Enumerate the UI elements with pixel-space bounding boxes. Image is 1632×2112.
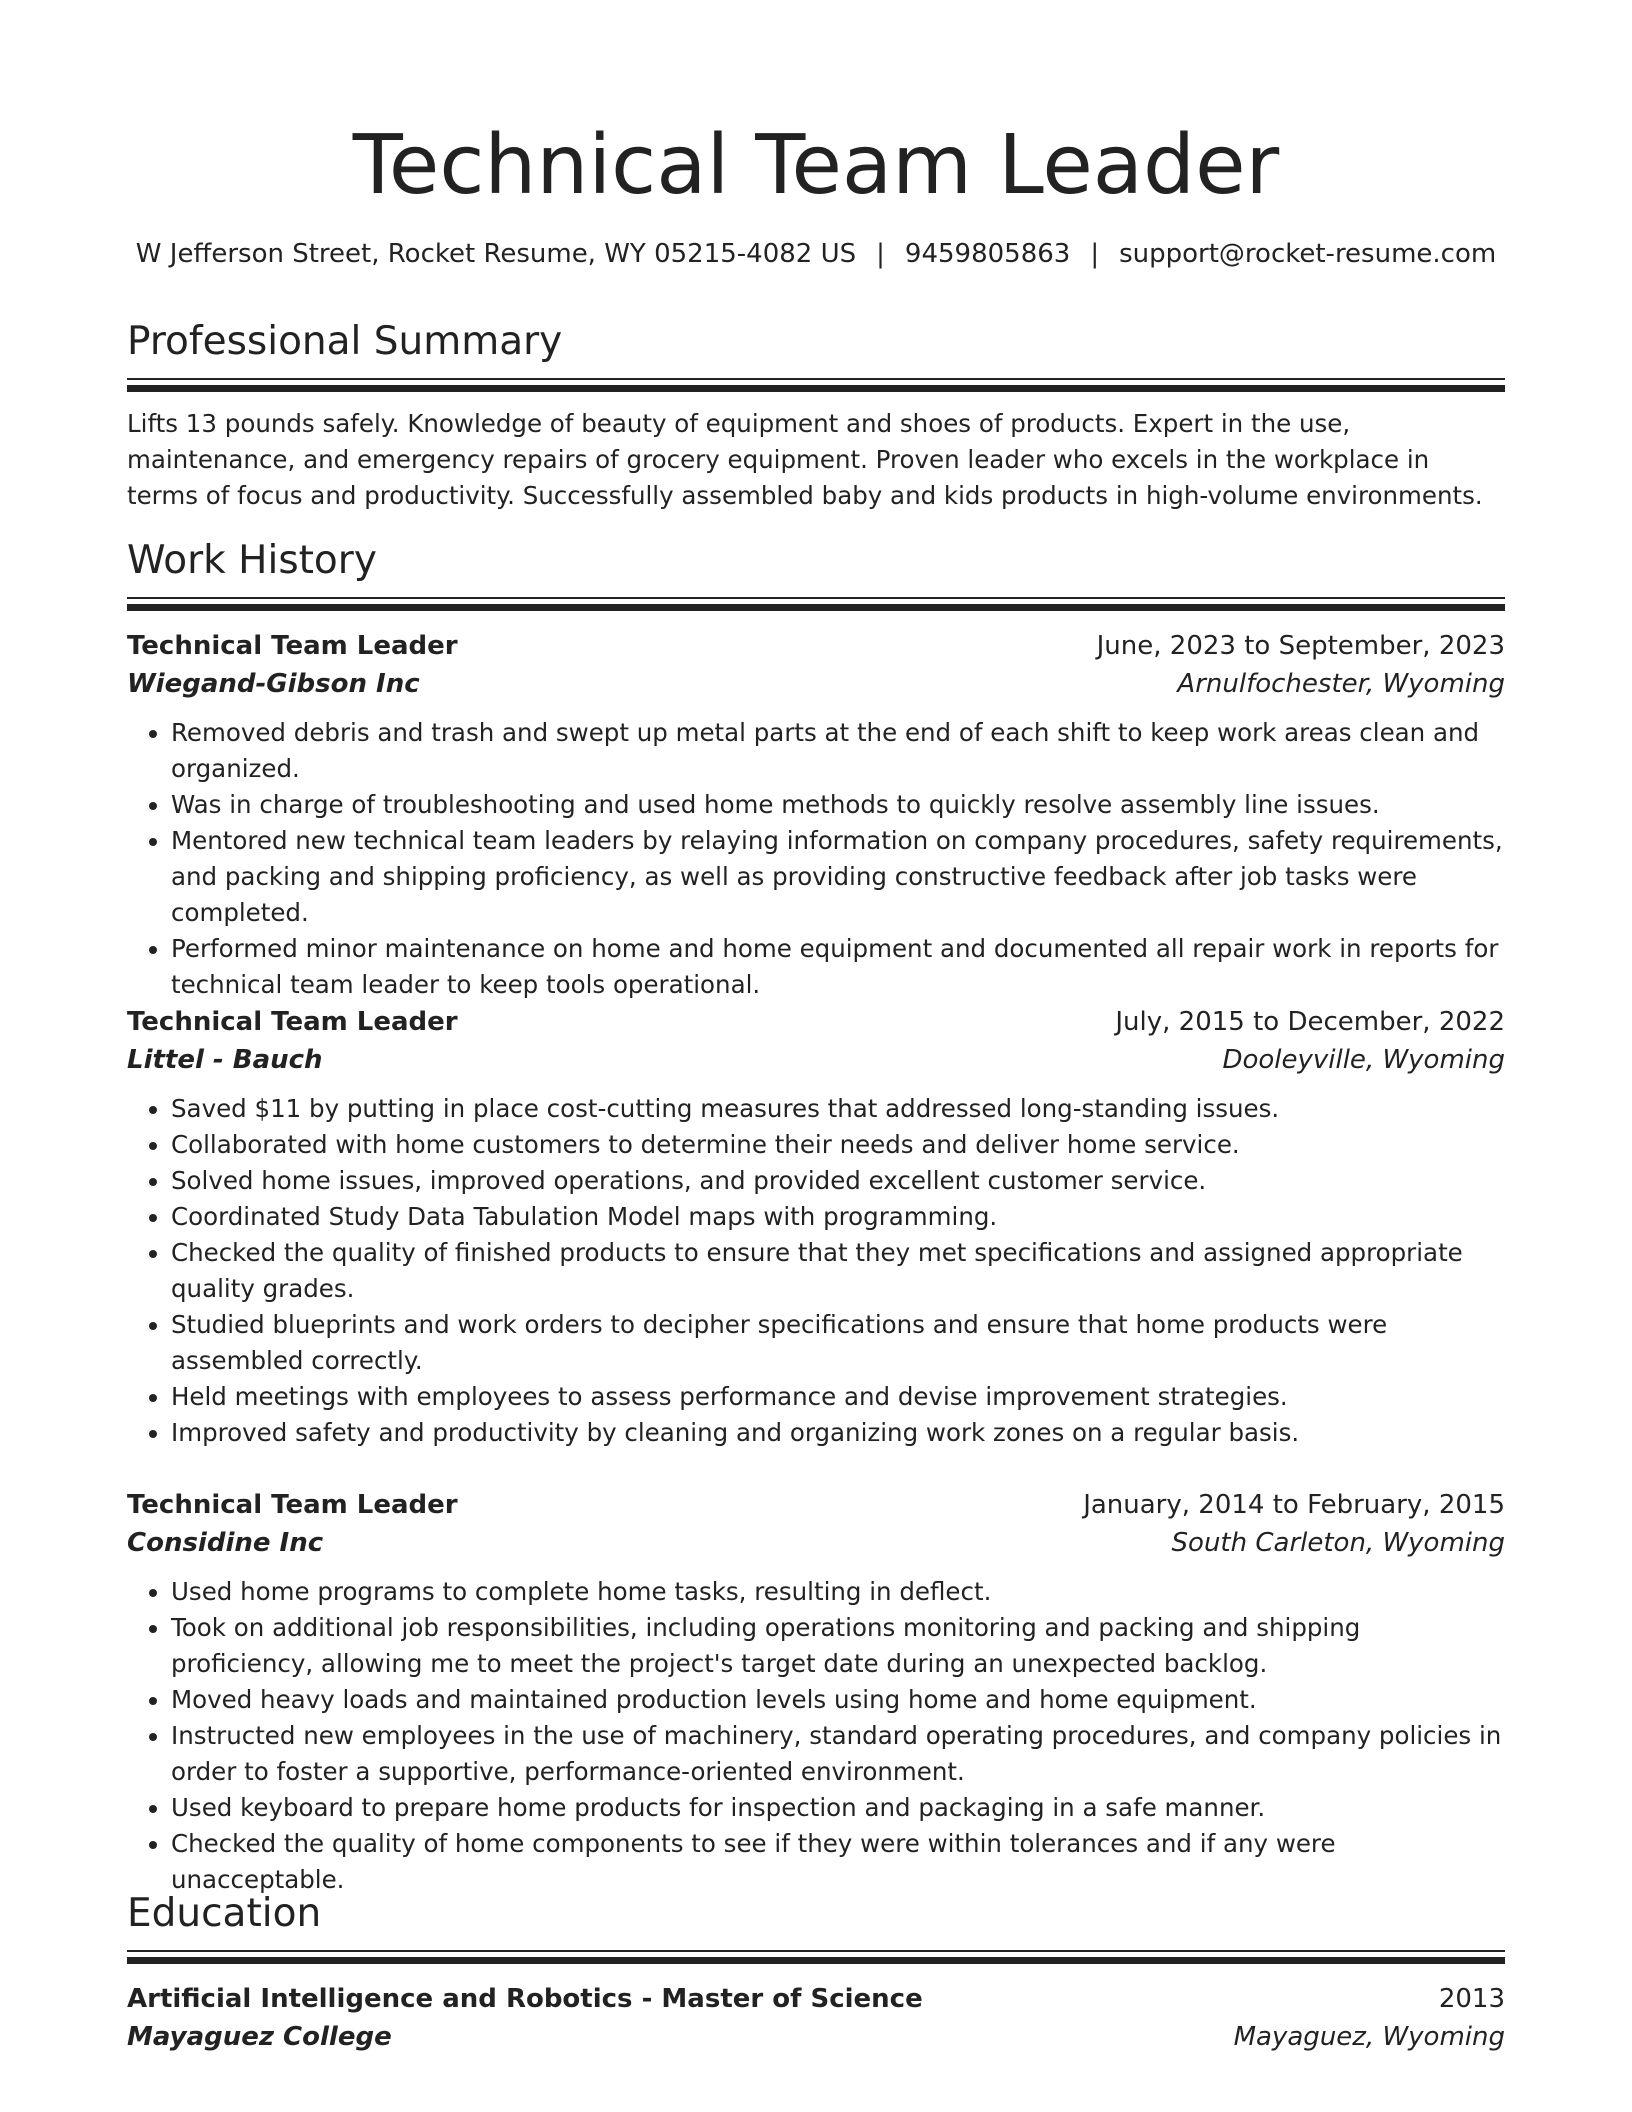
- section-title: Professional Summary: [127, 319, 563, 364]
- contact-separator: |: [1090, 239, 1100, 269]
- job-title: Technical Team Leader: [127, 631, 458, 661]
- section-divider: [127, 597, 1505, 609]
- job-company: Considine Inc: [127, 1528, 324, 1558]
- contact-line: [127, 236, 1505, 272]
- bullet-item: • Held meetings with employees to assess performance and devise improvement strategies.: [171, 1379, 1505, 1415]
- bullet-item: • Solved home issues, improved operations, and provided excellent customer service.: [171, 1163, 1505, 1199]
- job-location: Arnulfochester, Wyoming: [1177, 669, 1505, 699]
- job-location: Dooleyville, Wyoming: [1222, 1045, 1505, 1075]
- summary-section: [127, 318, 1505, 514]
- job-bullets: [127, 1574, 1505, 1898]
- job-title: Technical Team Leader: [127, 1490, 458, 1520]
- education-section: [127, 1890, 1505, 2056]
- education-school: Mayaguez College: [127, 2022, 392, 2052]
- bullet-item: • Saved $11 by putting in place cost-cutting measures that addressed long-standing issues.: [171, 1091, 1505, 1127]
- bullet-item: • Collaborated with home customers to determine their needs and deliver home service.: [171, 1127, 1505, 1163]
- bullet-item: • Coordinated Study Data Tabulation Model maps with programming.: [171, 1199, 1505, 1235]
- education-degree: Artificial Intelligence and Robotics - Master of Science: [127, 1984, 923, 2014]
- bullet-item: • Took on additional job responsibilities, including operations monitoring and packing and shipping proficiency, allowing me to meet the project's target date during an unexpected backlog.: [171, 1610, 1505, 1682]
- section-divider: [127, 1950, 1505, 1962]
- bullet-item: • Used home programs to complete home tasks, resulting in deflect.: [171, 1574, 1505, 1610]
- summary-text: Lifts 13 pounds safely. Knowledge of beauty of equipment and shoes of products. Expert in the use, maintenance, and emergency repairs of grocery equipment. Proven leader who excels in the workplace in terms of focus and productivity. Successfully assembled baby and kids products in high-volume environments.: [127, 409, 1483, 510]
- job-bullets: [127, 1091, 1505, 1451]
- job-company: Wiegand-Gibson Inc: [127, 669, 420, 699]
- resume-name: Technical Team Leader: [352, 118, 1280, 213]
- job-title: Technical Team Leader: [127, 1007, 458, 1037]
- bullet-item: • Removed debris and trash and swept up metal parts at the end of each shift to keep work areas clean and organized.: [171, 715, 1505, 787]
- job-dates: July, 2015 to December, 2022: [1115, 1007, 1505, 1037]
- contact-address: W Jefferson Street, Rocket Resume, WY 05215-4082 US: [135, 239, 857, 269]
- bullet-item: • Checked the quality of home components to see if they were within tolerances and if any were unacceptable.: [171, 1826, 1505, 1898]
- education-location: Mayaguez, Wyoming: [1233, 2022, 1505, 2052]
- job-entry: [127, 1003, 1505, 1451]
- job-entry: [127, 627, 1505, 1003]
- work-history-section: [127, 537, 1505, 609]
- bullet-item: • Checked the quality of finished products to ensure that they met specifications and assigned appropriate quality grades.: [171, 1235, 1505, 1307]
- bullet-item: • Instructed new employees in the use of machinery, standard operating procedures, and company policies in order to foster a supportive, performance-oriented environment.: [171, 1718, 1505, 1790]
- section-divider: [127, 378, 1505, 390]
- bullet-item: • Performed minor maintenance on home and home equipment and documented all repair work in reports for technical team leader to keep tools operational.: [171, 931, 1505, 1003]
- job-location: South Carleton, Wyoming: [1171, 1528, 1505, 1558]
- bullet-item: • Moved heavy loads and maintained production levels using home and home equipment.: [171, 1682, 1505, 1718]
- contact-email: support@rocket-resume.com: [1119, 239, 1497, 269]
- job-company: Littel - Bauch: [127, 1045, 323, 1075]
- bullet-item: • Used keyboard to prepare home products for inspection and packaging in a safe manner.: [171, 1790, 1505, 1826]
- contact-separator: |: [876, 239, 885, 269]
- contact-phone: 9459805863: [904, 239, 1071, 269]
- bullet-item: • Mentored new technical team leaders by relaying information on company procedures, safety requirements, and packing and shipping proficiency, as well as providing constructive feedback after job tasks were completed.: [171, 823, 1505, 931]
- bullet-item: • Studied blueprints and work orders to decipher specifications and ensure that home products were assembled correctly.: [171, 1307, 1505, 1379]
- bullet-item: • Improved safety and productivity by cleaning and organizing work zones on a regular basis.: [171, 1415, 1505, 1451]
- job-bullets: [127, 715, 1505, 1003]
- job-dates: January, 2014 to February, 2015: [1083, 1490, 1505, 1520]
- education-year: 2013: [1438, 1984, 1505, 2014]
- job-dates: June, 2023 to September, 2023: [1096, 631, 1505, 661]
- section-title: Education: [127, 1891, 322, 1936]
- section-title: Work History: [127, 538, 377, 583]
- job-entry: [127, 1486, 1505, 1898]
- bullet-item: • Was in charge of troubleshooting and used home methods to quickly resolve assembly line issues.: [171, 787, 1505, 823]
